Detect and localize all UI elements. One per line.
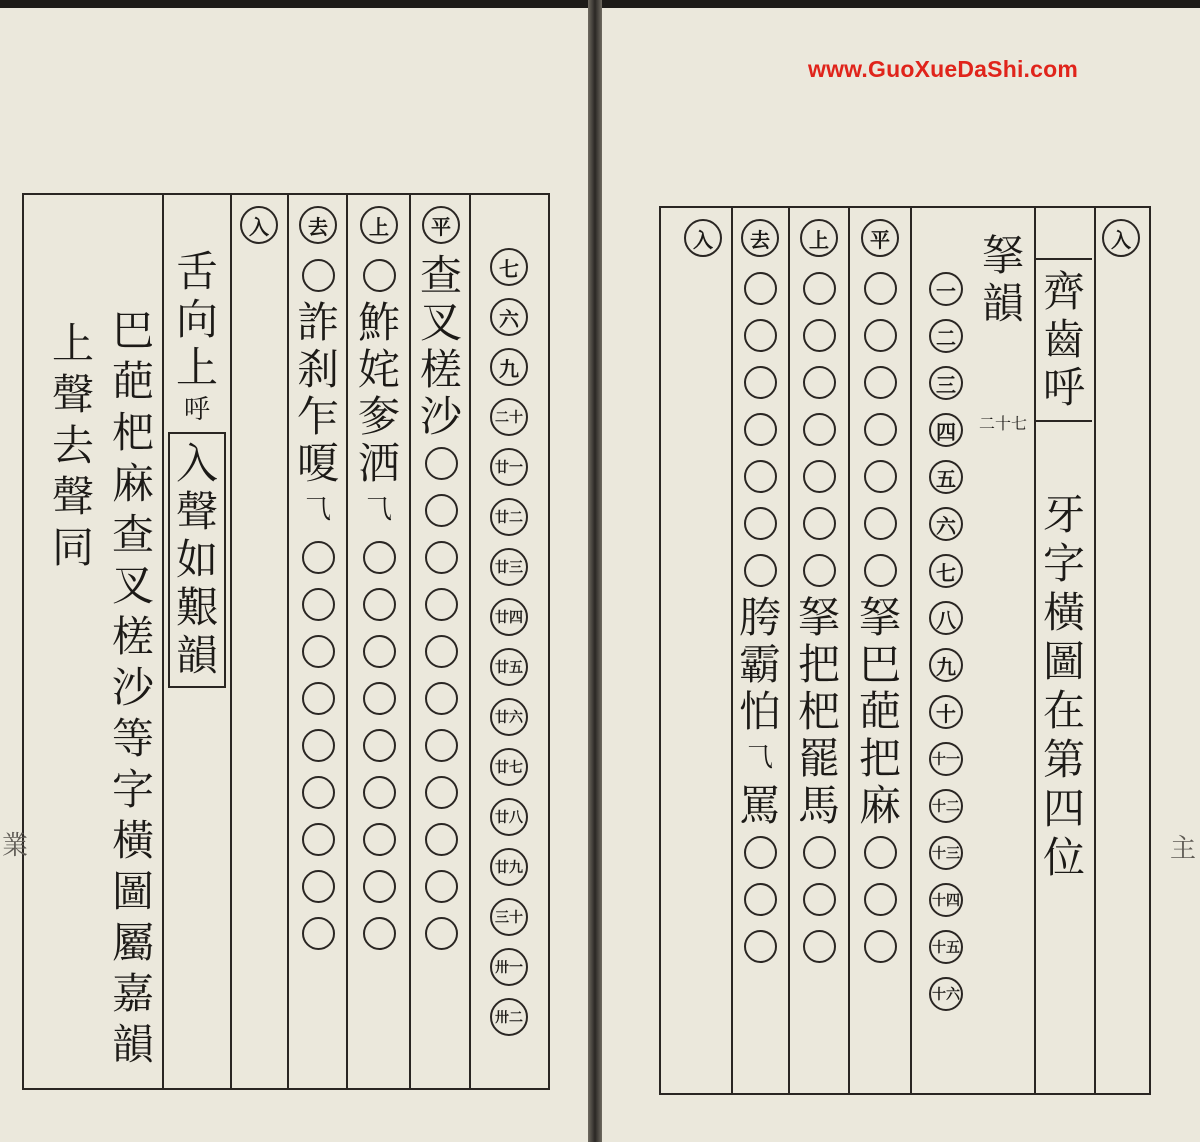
ping-empty-cell — [425, 588, 458, 621]
row-number-marker: 一 — [929, 272, 963, 306]
side-header-column — [1097, 216, 1145, 265]
ping-tone-column — [851, 216, 909, 970]
row-number-marker: 四 — [929, 413, 963, 447]
row-number-marker: 十一 — [929, 742, 963, 776]
ping-empty-cell — [864, 836, 897, 869]
ping-empty-cell — [864, 272, 897, 305]
left-divider — [346, 195, 348, 1088]
row-number-marker: 六 — [490, 298, 528, 336]
row-number-marker: 二 — [929, 319, 963, 353]
qu-empty-cell — [302, 541, 335, 574]
note-char: 位 — [1042, 833, 1085, 882]
row-number-marker: 三 — [929, 366, 963, 400]
ping-empty-cell — [864, 930, 897, 963]
tone-marker-qu: 去 — [299, 206, 337, 244]
right-divider — [1094, 208, 1096, 1093]
ping-empty-cell — [864, 883, 897, 916]
shang-empty-cell — [363, 729, 396, 762]
qu-char: 刹 — [296, 345, 339, 394]
shang-empty-cell — [803, 507, 836, 540]
ping-char: 葩 — [858, 687, 901, 736]
qu-empty-cell — [302, 682, 335, 715]
row-number-marker: 九 — [490, 348, 528, 386]
tone-marker-ping: 平 — [422, 206, 460, 244]
note-column-3 — [46, 318, 100, 573]
shang-empty-cell — [363, 635, 396, 668]
ping-char: 槎 — [419, 345, 462, 394]
note-char: 橫 — [1042, 588, 1085, 637]
book-gutter — [588, 0, 602, 1142]
shang-empty-cell — [803, 272, 836, 305]
row-number-marker: 十五 — [929, 930, 963, 964]
shang-empty-cell — [803, 460, 836, 493]
row-number-marker: 廿九 — [490, 848, 528, 886]
rhyme-number: 二十七 — [978, 414, 1027, 433]
shang-char: 奓 — [357, 392, 400, 441]
left-divider — [162, 195, 164, 1088]
note-column-2 — [106, 305, 160, 1070]
row-number-column — [920, 270, 972, 1022]
shang-empty-cell — [803, 554, 836, 587]
qu-char: 詐 — [296, 298, 339, 347]
ping-empty-cell — [864, 554, 897, 587]
ping-char: 查 — [419, 251, 462, 300]
ping-empty-cell — [425, 870, 458, 903]
shang-char: 拏 — [797, 593, 840, 642]
ping-empty-cell — [425, 823, 458, 856]
shang-char: 馬 — [797, 781, 840, 830]
note-char: 聲 — [51, 472, 94, 521]
row-number-marker: 廿二 — [490, 498, 528, 536]
qu-empty-cell — [302, 776, 335, 809]
boxed-heading — [1036, 258, 1092, 422]
tone-marker-qu: 去 — [741, 219, 779, 257]
left-divider — [409, 195, 411, 1088]
shang-empty-cell — [803, 930, 836, 963]
row-number-marker: 八 — [929, 601, 963, 635]
row-number-marker: 廿三 — [490, 548, 528, 586]
qu-empty-cell — [744, 554, 777, 587]
heading-char: 齊 — [1042, 267, 1085, 316]
ping-empty-cell — [864, 319, 897, 352]
right-divider — [788, 208, 790, 1093]
row-number-marker: 十 — [929, 695, 963, 729]
qu-empty-cell — [744, 413, 777, 446]
ping-empty-cell — [425, 541, 458, 574]
ping-char: 沙 — [419, 392, 462, 441]
left-edge-mark: 業 — [2, 831, 29, 861]
note-char: 上 — [51, 319, 94, 368]
note-char: 沙 — [111, 663, 154, 712]
qu-empty-cell — [302, 917, 335, 950]
rhyme-title — [975, 232, 1031, 448]
qu-char: 霸 — [738, 640, 781, 689]
ping-empty-cell — [425, 635, 458, 668]
note-char: 去 — [51, 421, 94, 470]
note-column — [1036, 490, 1092, 882]
shang-empty-cell — [803, 883, 836, 916]
shang-char: 姹 — [357, 345, 400, 394]
row-number-marker: 十二 — [929, 789, 963, 823]
tone-marker-shang: 上 — [360, 206, 398, 244]
note-char: 舌 — [175, 247, 218, 296]
note-char: 艱 — [175, 583, 218, 632]
heading-char: 齒 — [1042, 315, 1085, 364]
row-number-marker: 廿五 — [490, 648, 528, 686]
ping-empty-cell — [425, 494, 458, 527]
qu-char: ⺄ — [746, 743, 773, 773]
row-number-marker: 十四 — [929, 883, 963, 917]
qu-char: 怕 — [738, 687, 781, 736]
ru-tone-column — [676, 216, 730, 265]
shang-tone-column — [350, 203, 408, 957]
row-number-marker: 十六 — [929, 977, 963, 1011]
qu-empty-cell — [744, 836, 777, 869]
qu-char: ⺄ — [304, 495, 331, 525]
row-number-marker: 廿六 — [490, 698, 528, 736]
left-divider — [230, 195, 232, 1088]
note-char: 等 — [111, 714, 154, 763]
qu-empty-cell — [302, 259, 335, 292]
qu-char: 胯 — [738, 593, 781, 642]
note-char: 聲 — [51, 370, 94, 419]
note-char: 叉 — [111, 561, 154, 610]
qu-empty-cell — [744, 272, 777, 305]
row-number-marker: 五 — [929, 460, 963, 494]
qu-char: 罵 — [738, 781, 781, 830]
shang-empty-cell — [363, 682, 396, 715]
qu-empty-cell — [744, 507, 777, 540]
ping-empty-cell — [425, 776, 458, 809]
shang-empty-cell — [363, 776, 396, 809]
ping-empty-cell — [864, 507, 897, 540]
note-char: 四 — [1042, 784, 1085, 833]
ping-char: 巴 — [858, 640, 901, 689]
row-number-marker: 三十 — [490, 898, 528, 936]
qu-char: 嗄 — [296, 439, 339, 488]
ping-empty-cell — [425, 917, 458, 950]
note-column-1 — [168, 248, 226, 688]
ping-char: 拏 — [858, 593, 901, 642]
note-char: 字 — [111, 765, 154, 814]
note-char: 同 — [51, 523, 94, 572]
ru-tone-column — [232, 203, 286, 252]
note-boxed-text — [168, 432, 226, 688]
row-number-marker: 卅一 — [490, 948, 528, 986]
row-number-marker: 九 — [929, 648, 963, 682]
shang-empty-cell — [363, 823, 396, 856]
note-char: 查 — [111, 510, 154, 559]
watermark: www.GuoXueDaShi.com — [808, 56, 1079, 82]
ping-tone-column — [413, 203, 469, 957]
row-number-marker: 廿七 — [490, 748, 528, 786]
shang-empty-cell — [363, 870, 396, 903]
tone-marker-ru: 入 — [684, 219, 722, 257]
shang-empty-cell — [803, 366, 836, 399]
ping-char: 叉 — [419, 298, 462, 347]
tone-marker-ru: 入 — [1102, 219, 1140, 257]
right-divider — [910, 208, 912, 1093]
note-char: 嘉 — [111, 969, 154, 1018]
row-number-column — [474, 245, 544, 1045]
row-number-marker: 二十 — [490, 398, 528, 436]
qu-empty-cell — [744, 930, 777, 963]
qu-empty-cell — [744, 319, 777, 352]
note-char: 上 — [175, 343, 218, 392]
qu-tone-column — [733, 216, 787, 970]
ping-empty-cell — [864, 366, 897, 399]
shang-char: 洒 — [357, 439, 400, 488]
note-char: 麻 — [111, 459, 154, 508]
note-char: 槎 — [111, 612, 154, 661]
qu-empty-cell — [302, 635, 335, 668]
note-char: 屬 — [111, 918, 154, 967]
note-char: 字 — [1042, 539, 1085, 588]
ping-empty-cell — [425, 682, 458, 715]
note-char: 韻 — [175, 631, 218, 680]
ping-empty-cell — [425, 729, 458, 762]
shang-empty-cell — [803, 319, 836, 352]
shang-char: 罷 — [797, 734, 840, 783]
shang-char: 把 — [797, 640, 840, 689]
heading-char: 呼 — [1042, 363, 1085, 412]
row-number-marker: 廿四 — [490, 598, 528, 636]
note-char: 如 — [175, 535, 218, 584]
row-number-marker: 七 — [490, 248, 528, 286]
tone-marker-shang: 上 — [800, 219, 838, 257]
ping-empty-cell — [864, 413, 897, 446]
row-number-marker: 六 — [929, 507, 963, 541]
qu-char: 乍 — [296, 392, 339, 441]
row-number-marker: 七 — [929, 554, 963, 588]
shang-empty-cell — [803, 836, 836, 869]
note-char: 巴 — [111, 306, 154, 355]
qu-empty-cell — [744, 460, 777, 493]
ping-char: 麻 — [858, 781, 901, 830]
note-char: 在 — [1042, 686, 1085, 735]
row-number-marker: 卅二 — [490, 998, 528, 1036]
qu-empty-cell — [302, 870, 335, 903]
ping-empty-cell — [864, 460, 897, 493]
shang-empty-cell — [363, 541, 396, 574]
note-char: 入 — [175, 439, 218, 488]
note-char: 韻 — [111, 1020, 154, 1069]
rhyme-title-char: 韻 — [981, 279, 1024, 328]
note-char: 圖 — [1042, 637, 1085, 686]
note-char: 向 — [175, 295, 218, 344]
rhyme-title-char: 拏 — [981, 231, 1024, 280]
note-char: 第 — [1042, 735, 1085, 784]
shang-empty-cell — [363, 588, 396, 621]
right-edge-mark: 主 — [1170, 834, 1197, 864]
note-char: 聲 — [175, 487, 218, 536]
shang-char: ⺄ — [365, 495, 392, 525]
qu-empty-cell — [302, 823, 335, 856]
tone-marker-ping: 平 — [861, 219, 899, 257]
note-small-char: 呼 — [183, 395, 210, 425]
row-number-marker: 廿八 — [490, 798, 528, 836]
tone-marker-ru: 入 — [240, 206, 278, 244]
shang-empty-cell — [803, 413, 836, 446]
note-char: 杷 — [111, 408, 154, 457]
shang-empty-cell — [363, 259, 396, 292]
right-divider — [848, 208, 850, 1093]
left-divider — [469, 195, 471, 1088]
note-char: 葩 — [111, 357, 154, 406]
qu-empty-cell — [744, 883, 777, 916]
qu-tone-column — [290, 203, 346, 957]
qu-empty-cell — [302, 729, 335, 762]
ping-empty-cell — [425, 447, 458, 480]
shang-tone-column — [791, 216, 847, 970]
shang-char: 鮓 — [357, 298, 400, 347]
ping-char: 把 — [858, 734, 901, 783]
shang-char: 杷 — [797, 687, 840, 736]
note-char: 牙 — [1042, 490, 1085, 539]
left-divider — [287, 195, 289, 1088]
row-number-marker: 廿一 — [490, 448, 528, 486]
qu-empty-cell — [744, 366, 777, 399]
shang-empty-cell — [363, 917, 396, 950]
qu-empty-cell — [302, 588, 335, 621]
note-char: 橫 — [111, 816, 154, 865]
note-char: 圖 — [111, 867, 154, 916]
row-number-marker: 十三 — [929, 836, 963, 870]
